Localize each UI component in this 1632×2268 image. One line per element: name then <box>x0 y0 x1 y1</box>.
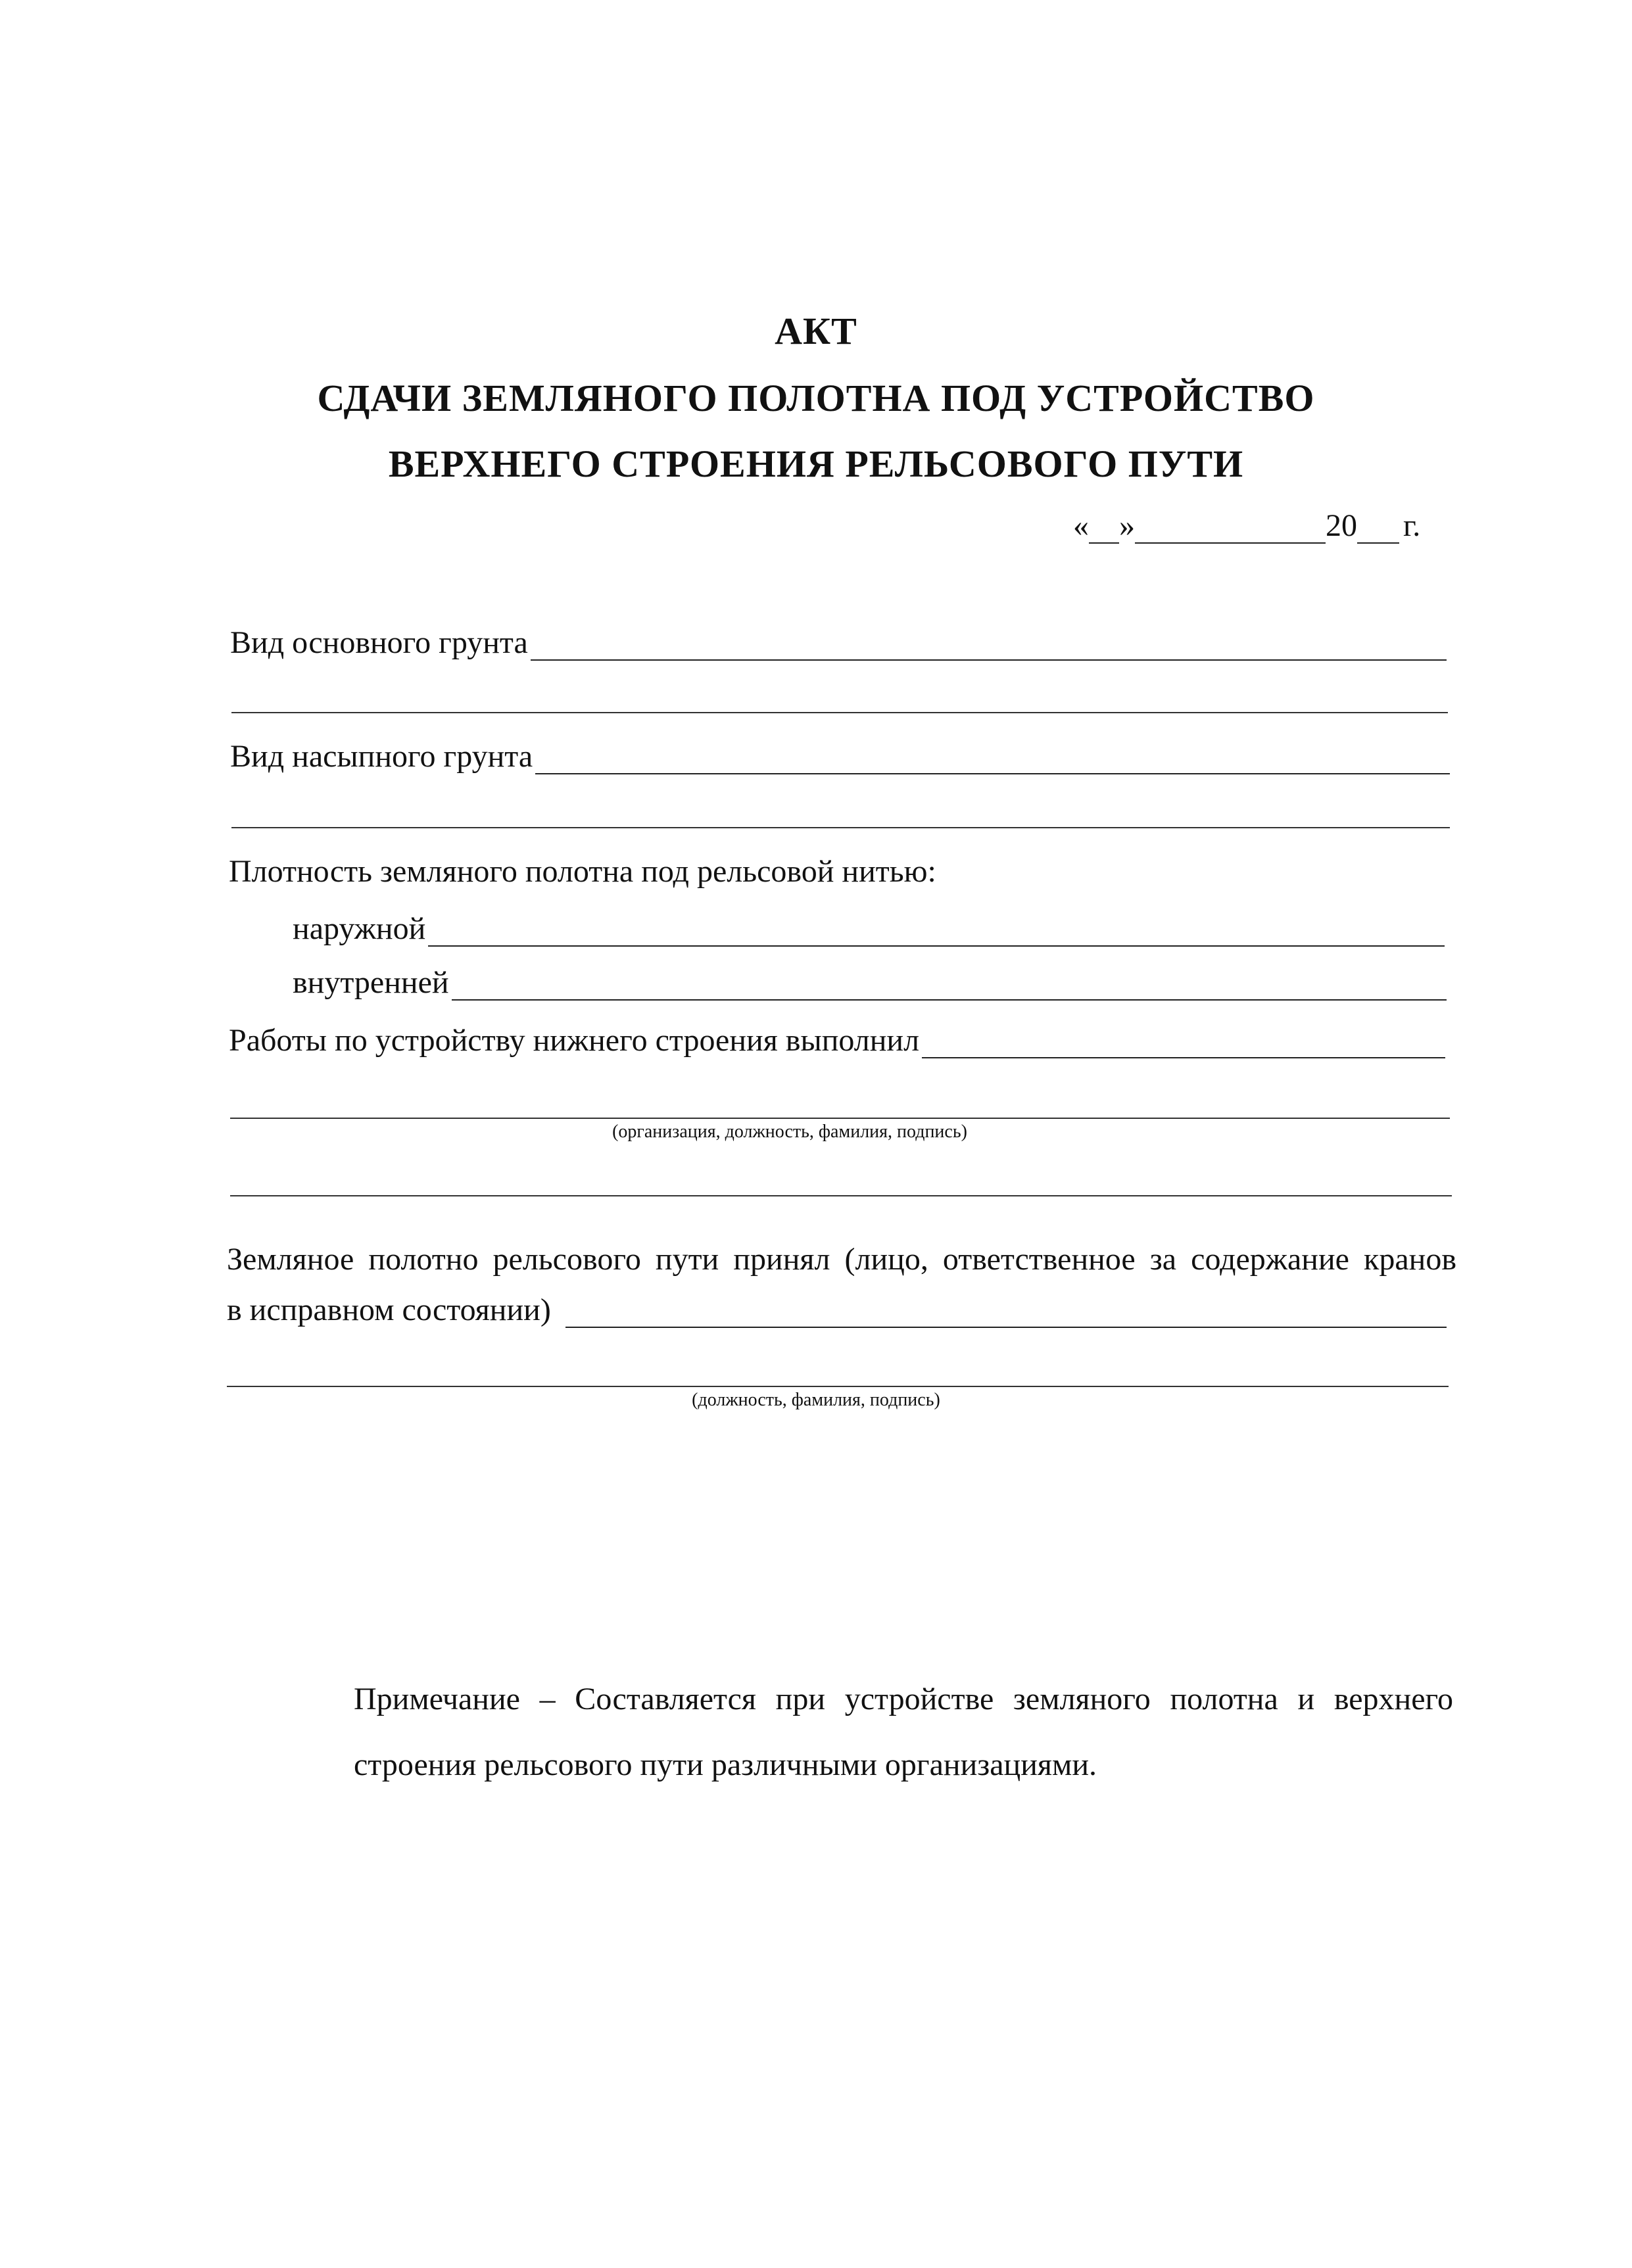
date-day-blank[interactable] <box>1089 516 1119 544</box>
works-performer-caption: (организация, должность, фамилия, подпись) <box>612 1122 967 1142</box>
outer-rail-label: наружной <box>293 911 426 946</box>
outer-rail-input-line[interactable] <box>428 919 1445 947</box>
fill-soil-label: Вид насыпного грунта <box>230 739 533 774</box>
document-subtitle-line-2: ВЕРХНЕГО СТРОЕНИЯ РЕЛЬСОВОГО ПУТИ <box>388 442 1244 485</box>
accepted-by-signature-line[interactable] <box>227 1386 1449 1387</box>
accepted-by-label: в исправном состоянии) <box>227 1292 551 1327</box>
accepted-by-line-1: Земляное полотно рельсового пути принял (лицо, ответственное за содержание кранов <box>227 1242 1456 1277</box>
accepted-by-caption: (должность, фамилия, подпись) <box>692 1390 940 1410</box>
accepted-by-text <box>227 1224 1456 1295</box>
date-close-quote: » <box>1119 508 1135 543</box>
works-performer-label: Работы по устройству нижнего строения выполнил <box>229 1023 920 1058</box>
inner-rail-label: внутренней <box>293 965 449 1000</box>
document-subtitle-line-1: СДАЧИ ЗЕМЛЯНОГО ПОЛОТНА ПОД УСТРОЙСТВО <box>317 377 1315 419</box>
works-performer-input-line[interactable] <box>922 1031 1445 1058</box>
inner-rail-density-field[interactable] <box>293 964 1447 1001</box>
date-year-prefix: 20 <box>1326 508 1357 543</box>
base-soil-continuation-line[interactable] <box>231 712 1448 713</box>
works-performer-field[interactable] <box>229 1022 1445 1058</box>
base-soil-input-line[interactable] <box>531 633 1447 661</box>
fill-soil-continuation-line[interactable] <box>231 827 1450 828</box>
accepted-by-input-line[interactable] <box>565 1300 1447 1328</box>
date-year-blank[interactable] <box>1357 516 1399 544</box>
document-title: АКТ <box>775 310 857 352</box>
note: Примечание – Составляется при устройстве земляного полотна и верхнего строения рельсового пути различными организациями. <box>354 1682 1453 1782</box>
base-soil-field[interactable] <box>230 625 1447 661</box>
density-heading: Плотность земляного полотна под рельсовой нитью: <box>229 854 936 889</box>
outer-rail-density-field[interactable] <box>293 910 1445 947</box>
date-open-quote: « <box>1073 508 1089 543</box>
base-soil-label: Вид основного грунта <box>230 625 528 660</box>
date-field[interactable] <box>1073 508 1420 544</box>
accepted-by-field[interactable] <box>227 1292 1447 1328</box>
date-month-blank[interactable] <box>1135 516 1326 544</box>
inner-rail-input-line[interactable] <box>452 973 1447 1001</box>
fill-soil-input-line[interactable] <box>535 747 1450 774</box>
fill-soil-field[interactable] <box>230 738 1450 774</box>
works-performer-signature-line[interactable] <box>230 1118 1450 1119</box>
works-performer-extra-line[interactable] <box>230 1195 1452 1196</box>
date-year-suffix: г. <box>1403 508 1421 543</box>
